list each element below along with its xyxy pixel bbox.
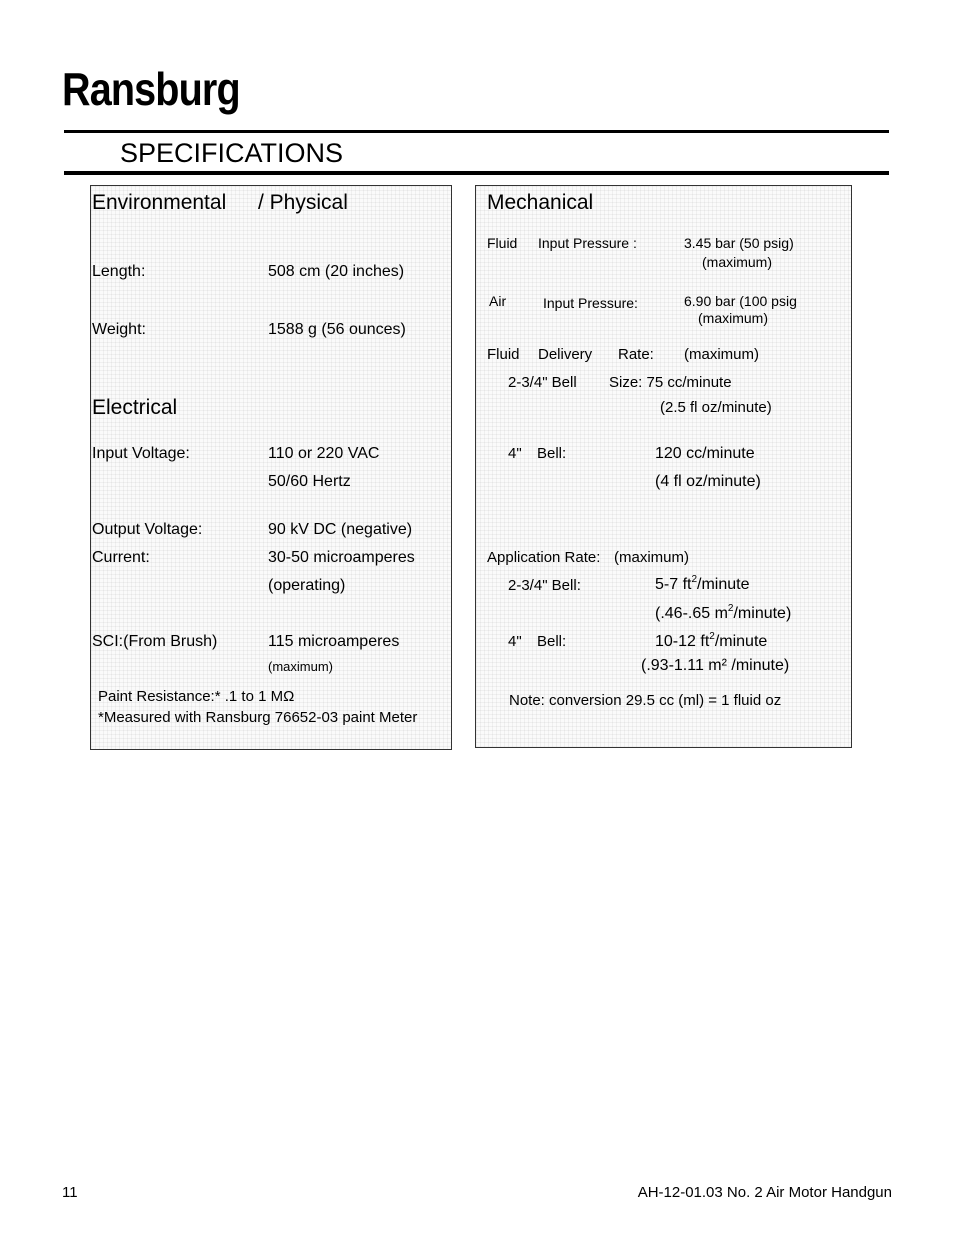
app-234-metric: (.46-.65 $m^2/minute$)	[655, 602, 792, 622]
app-4-label: 4"	[508, 633, 522, 650]
mechanical-heading: Mechanical	[487, 191, 594, 214]
sci-value: 115 microamperes	[268, 633, 400, 650]
air-pressure-label: Input Pressure:	[543, 295, 638, 311]
sci-note: (maximum)	[268, 659, 333, 674]
bell-4-value: 120 cc/minute	[655, 445, 755, 462]
sci-label: SCI:(From Brush)	[92, 633, 218, 650]
fluid-pressure-value: 3.45 bar (50 psig)	[684, 235, 794, 251]
app-234-value: 5-7 $ft^2$/minute	[655, 573, 750, 593]
bell-4-label: 4"	[508, 445, 522, 462]
page-title: SPECIFICATIONS	[120, 138, 344, 168]
electrical-heading: Electrical	[92, 396, 178, 419]
header-rule-top	[64, 130, 889, 133]
current-label: Current:	[92, 549, 150, 566]
application-rate-label: Application Rate:	[487, 549, 601, 566]
input-voltage-label: Input Voltage:	[92, 445, 190, 462]
app-4-value: 10-12 $ft^2$/minute	[655, 630, 768, 650]
environmental-heading: Environmental	[92, 191, 227, 214]
physical-heading: / Physical	[258, 191, 348, 214]
bell-234-oz: (2.5 fl oz/minute)	[660, 399, 772, 416]
output-voltage-label: Output Voltage:	[92, 521, 203, 538]
delivery-max-label: (maximum)	[684, 346, 759, 363]
output-voltage-value: 90 kV DC (negative)	[268, 521, 413, 538]
air-pressure-value: 6.90 bar (100 psig	[684, 293, 797, 309]
delivery-fluid-label: Fluid	[487, 346, 520, 363]
current-note: (operating)	[268, 577, 346, 594]
delivery-label: Delivery	[538, 346, 593, 363]
page-number: 11	[62, 1184, 78, 1201]
app-4-metric: (.93-1.11 m² /minute)	[641, 657, 790, 674]
measured-note: *Measured with Ransburg 76652-03 paint Meter	[98, 709, 418, 726]
bell-234-label: 2-3/4" Bell	[508, 374, 577, 391]
air-pressure-note: (maximum)	[698, 310, 768, 326]
fluid-label: Fluid	[487, 235, 518, 251]
air-label: Air	[489, 293, 507, 309]
ransburg-logo: Ransburg	[62, 63, 240, 115]
current-value: 30-50 microamperes	[268, 549, 415, 566]
app-4-word: Bell:	[537, 633, 567, 650]
app-234-label: 2-3/4" Bell:	[508, 577, 581, 594]
application-rate-max: (maximum)	[614, 549, 689, 566]
weight-value: 1588 g (56 ounces)	[268, 321, 406, 338]
bell-234-value: Size: 75 cc/minute	[609, 374, 732, 391]
paint-resistance: Paint Resistance:* .1 to 1 MΩ	[98, 688, 295, 705]
input-voltage-frequency: 50/60 Hertz	[268, 473, 351, 490]
bell-4-oz: (4 fl oz/minute)	[655, 473, 761, 490]
weight-label: Weight:	[92, 321, 146, 338]
length-value: 508 cm (20 inches)	[268, 263, 405, 280]
bell-4-word: Bell:	[537, 445, 567, 462]
conversion-note: Note: conversion 29.5 cc (ml) = 1 fluid oz	[509, 692, 782, 709]
length-label: Length:	[92, 263, 146, 280]
header-rule-bottom	[64, 171, 889, 175]
footer-document-title: AH-12-01.03 No. 2 Air Motor Handgun	[637, 1184, 892, 1201]
input-voltage-value: 110 or 220 VAC	[268, 445, 380, 462]
delivery-rate-label: Rate:	[618, 346, 654, 363]
fluid-pressure-note: (maximum)	[702, 254, 772, 270]
fluid-pressure-label: Input Pressure :	[538, 235, 637, 251]
